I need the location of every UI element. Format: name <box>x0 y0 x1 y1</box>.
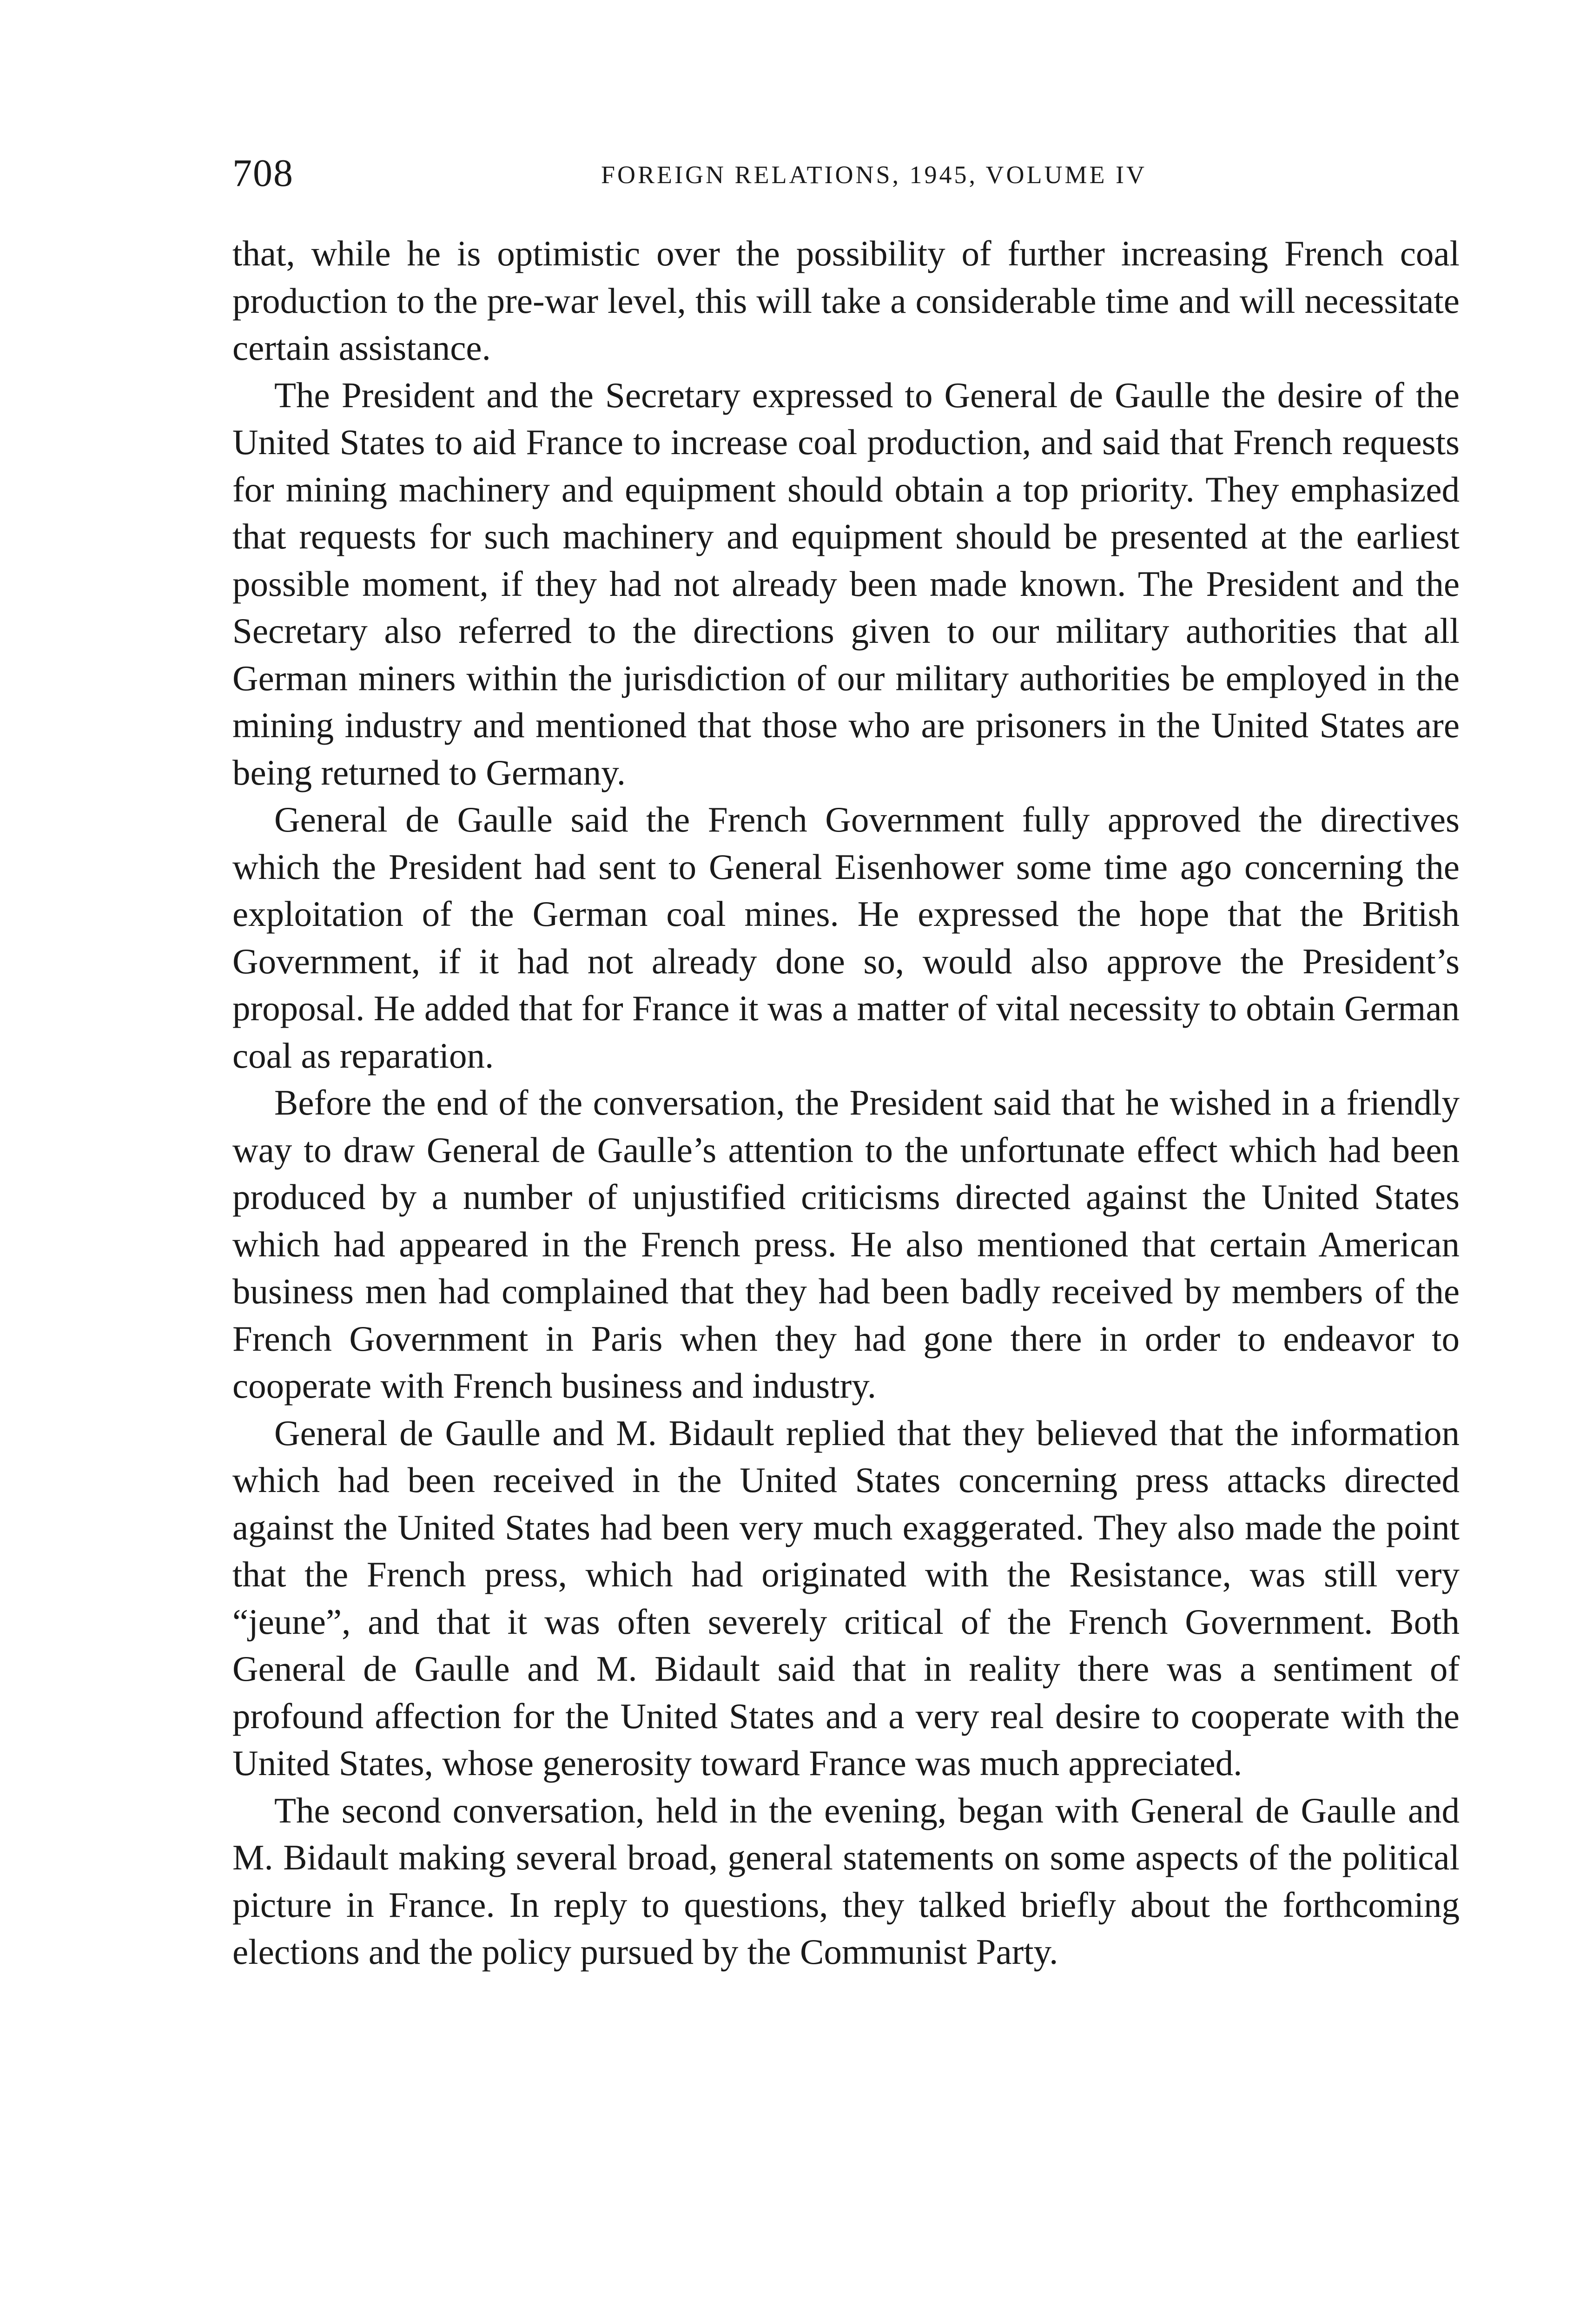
paragraph-reply: General de Gaulle and M. Bidault replied that they believed that the information which had been received in the United States concerning press attacks directed against the United States had been very much exaggerated. They also made the point that the French press, which had originated with the Resistance, was still very “jeune”, and that it was often severely critical of the French Government. Both General de Gaulle and M. Bidault said that in reality there was a sentiment of profound affection for the United States and a very real desire to cooperate with the United States, whose generosity toward France was much appreciated. <box>232 1413 1460 1783</box>
page-number: 708 <box>232 152 294 195</box>
paragraph-second-conversation: The second conversation, held in the evening, began with General de Gaulle and M. Bidault making several broad, general statements on some aspects of the political picture in France. In reply to questions, they talked briefly about the forthcoming elections and the policy pursued by the Communist Party. <box>232 1790 1460 1972</box>
body-text <box>232 230 1460 1976</box>
paragraph-german-coal: General de Gaulle said the French Government fully approved the directives which the President had sent to General Eisenhower some time ago concerning the exploitation of the German coal mines. He expressed the hope that the British Government, if it had not already done so, would also approve the President’s proposal. He added that for France it was a matter of vital necessity to obtain German coal as reparation. <box>232 799 1460 1076</box>
paragraph-continuation: that, while he is optimistic over the possibility of further increasing French coal production to the pre-war level, this will take a considerable time and will necessitate certain assistance. <box>232 233 1460 368</box>
paragraph-press-criticism: Before the end of the conversation, the President said that he wished in a friendly way to draw General de Gaulle’s attention to the unfortunate effect which had been produced by a number of unjustified criticisms directed against the United States which had appeared in the French press. He also mentioned that certain American business men had complained that they had been badly received by members of the French Government in Paris when they had gone there in order to endeavor to cooperate with French business and industry. <box>232 1083 1460 1406</box>
paragraph-coal-aid: The President and the Secretary expressed to General de Gaulle the desire of the United States to aid France to increase coal production, and said that French requests for mining machinery and equipment should obtain a top priority. They emphasized that requests for such machinery and equipment should be presented at the earliest possible moment, if they had not already been made known. The President and the Secretary also referred to the directions given to our military authorities that all German miners within the jurisdiction of our military authorities be employed in the mining industry and mentioned that those who are prisoners in the United States are being returned to Germany. <box>232 375 1460 792</box>
running-header <box>232 148 1460 199</box>
running-title: FOREIGN RELATIONS, 1945, VOLUME IV <box>601 161 1147 189</box>
